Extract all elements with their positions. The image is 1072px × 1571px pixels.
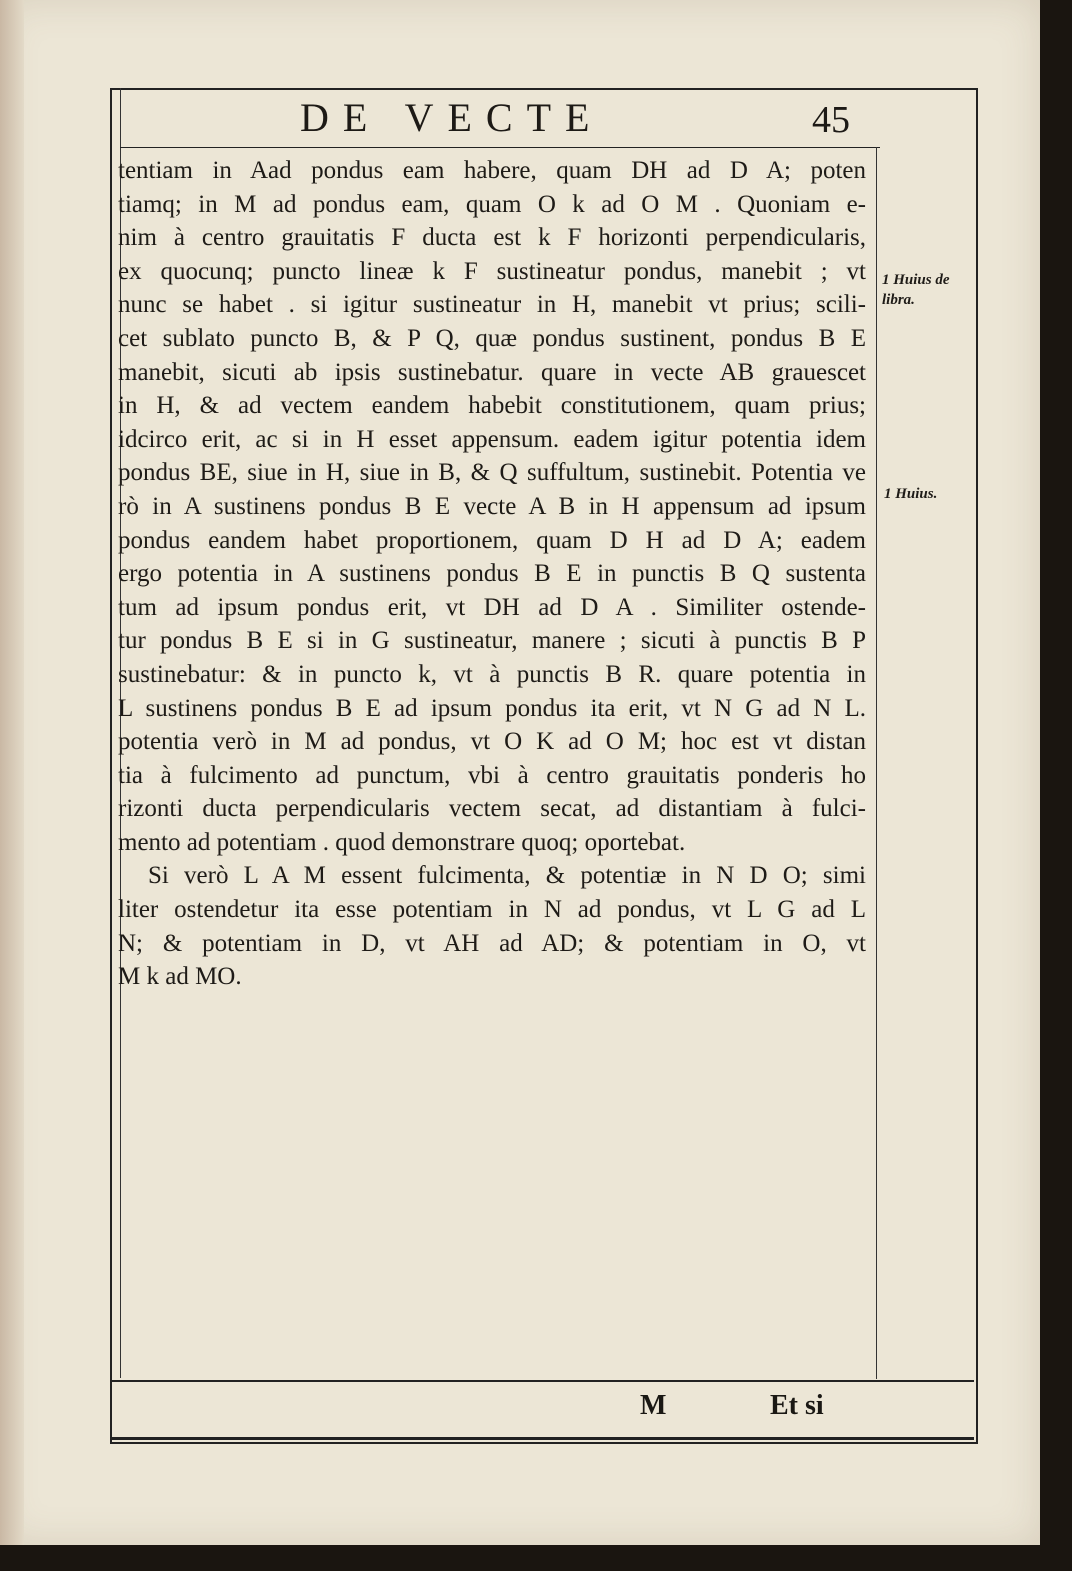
text-line: manebit, sicuti ab ipsis sustinebatur. quare in vecte AB grauescet (118, 358, 866, 386)
text-line: potentia verò in M ad pondus, vt O K ad O M; hoc est vt distan (118, 728, 866, 756)
text-column-rule (876, 147, 877, 1379)
text-line: L sustinens pondus B E ad ipsum pondus ita erit, vt N G ad N L. (118, 694, 866, 722)
text-line: liter ostendetur ita esse potentiam in N ad pondus, vt L G ad L (118, 896, 866, 924)
page-number: 45 (812, 99, 850, 141)
catchword: Et si (770, 1390, 824, 1421)
text-line: pondus BE, siue in H, siue in B, & Q suffultum, sustinebit. Potentia ve (118, 459, 866, 487)
header-rule (120, 147, 880, 148)
text-line: nim à centro grauitatis F ducta est k F horizonti perpendicularis, (118, 224, 866, 252)
text-line: tentiam in Aad pondus eam habere, quam DH ad D A; poten (118, 157, 866, 184)
text-line: sustinebatur: & in puncto k, vt à punctis B R. quare potentia in (118, 660, 866, 688)
text-line: tiamq; in M ad pondus eam, quam O k ad O M . Quoniam e- (118, 190, 866, 218)
signature-mark: M (640, 1390, 667, 1421)
text-line: in H, & ad vectem eandem habebit constitutionem, quam prius; (118, 392, 866, 420)
text-line: rizonti ducta perpendicularis vectem secat, ad distantiam à fulci- (118, 795, 866, 823)
page-left-edge (0, 0, 24, 1545)
text-line: N; & potentiam in D, vt AH ad AD; & potentiam in O, vt (118, 929, 866, 957)
text-line: mento ad potentiam . quod demonstrare quoq; oportebat. (118, 828, 686, 856)
text-line: tia à fulcimento ad punctum, vbi à centro grauitatis ponderis ho (118, 761, 866, 789)
text-line: Si verò L A M essent fulcimenta, & potentiæ in N D O; simi (148, 862, 866, 890)
margin-note: 1 Huius de libra. (882, 272, 950, 308)
text-line: tum ad ipsum pondus erit, vt DH ad D A . Similiter ostende- (118, 593, 866, 621)
text-line: tur pondus B E si in G sustineatur, manere ; sicuti à punctis B P (118, 627, 866, 655)
text-line: M k ad MO. (118, 963, 242, 991)
text-line: idcirco erit, ac si in H esset appensum. eadem igitur potentia idem (118, 425, 866, 453)
text-line: ergo potentia in A sustinens pondus B E in punctis B Q sustenta (118, 560, 866, 588)
running-title: DE VECTE (300, 95, 604, 140)
text-line: nunc se habet . si igitur sustineatur in H, manebit vt prius; scili- (118, 291, 866, 319)
bottom-rule (110, 1437, 974, 1440)
text-line: rò in A sustinens pondus B E vecte A B in H appensum ad ipsum (118, 492, 866, 520)
text-line: cet sublato puncto B, & P Q, quæ pondus sustinent, pondus B E (118, 324, 866, 352)
margin-note: 1 Huius. (884, 486, 938, 502)
footer-rule (110, 1380, 974, 1382)
body-text (118, 154, 866, 994)
text-line: ex quocunq; puncto lineæ k F sustineatur pondus, manebit ; vt (118, 257, 866, 285)
text-line: pondus eandem habet proportionem, quam D H ad D A; eadem (118, 526, 866, 554)
